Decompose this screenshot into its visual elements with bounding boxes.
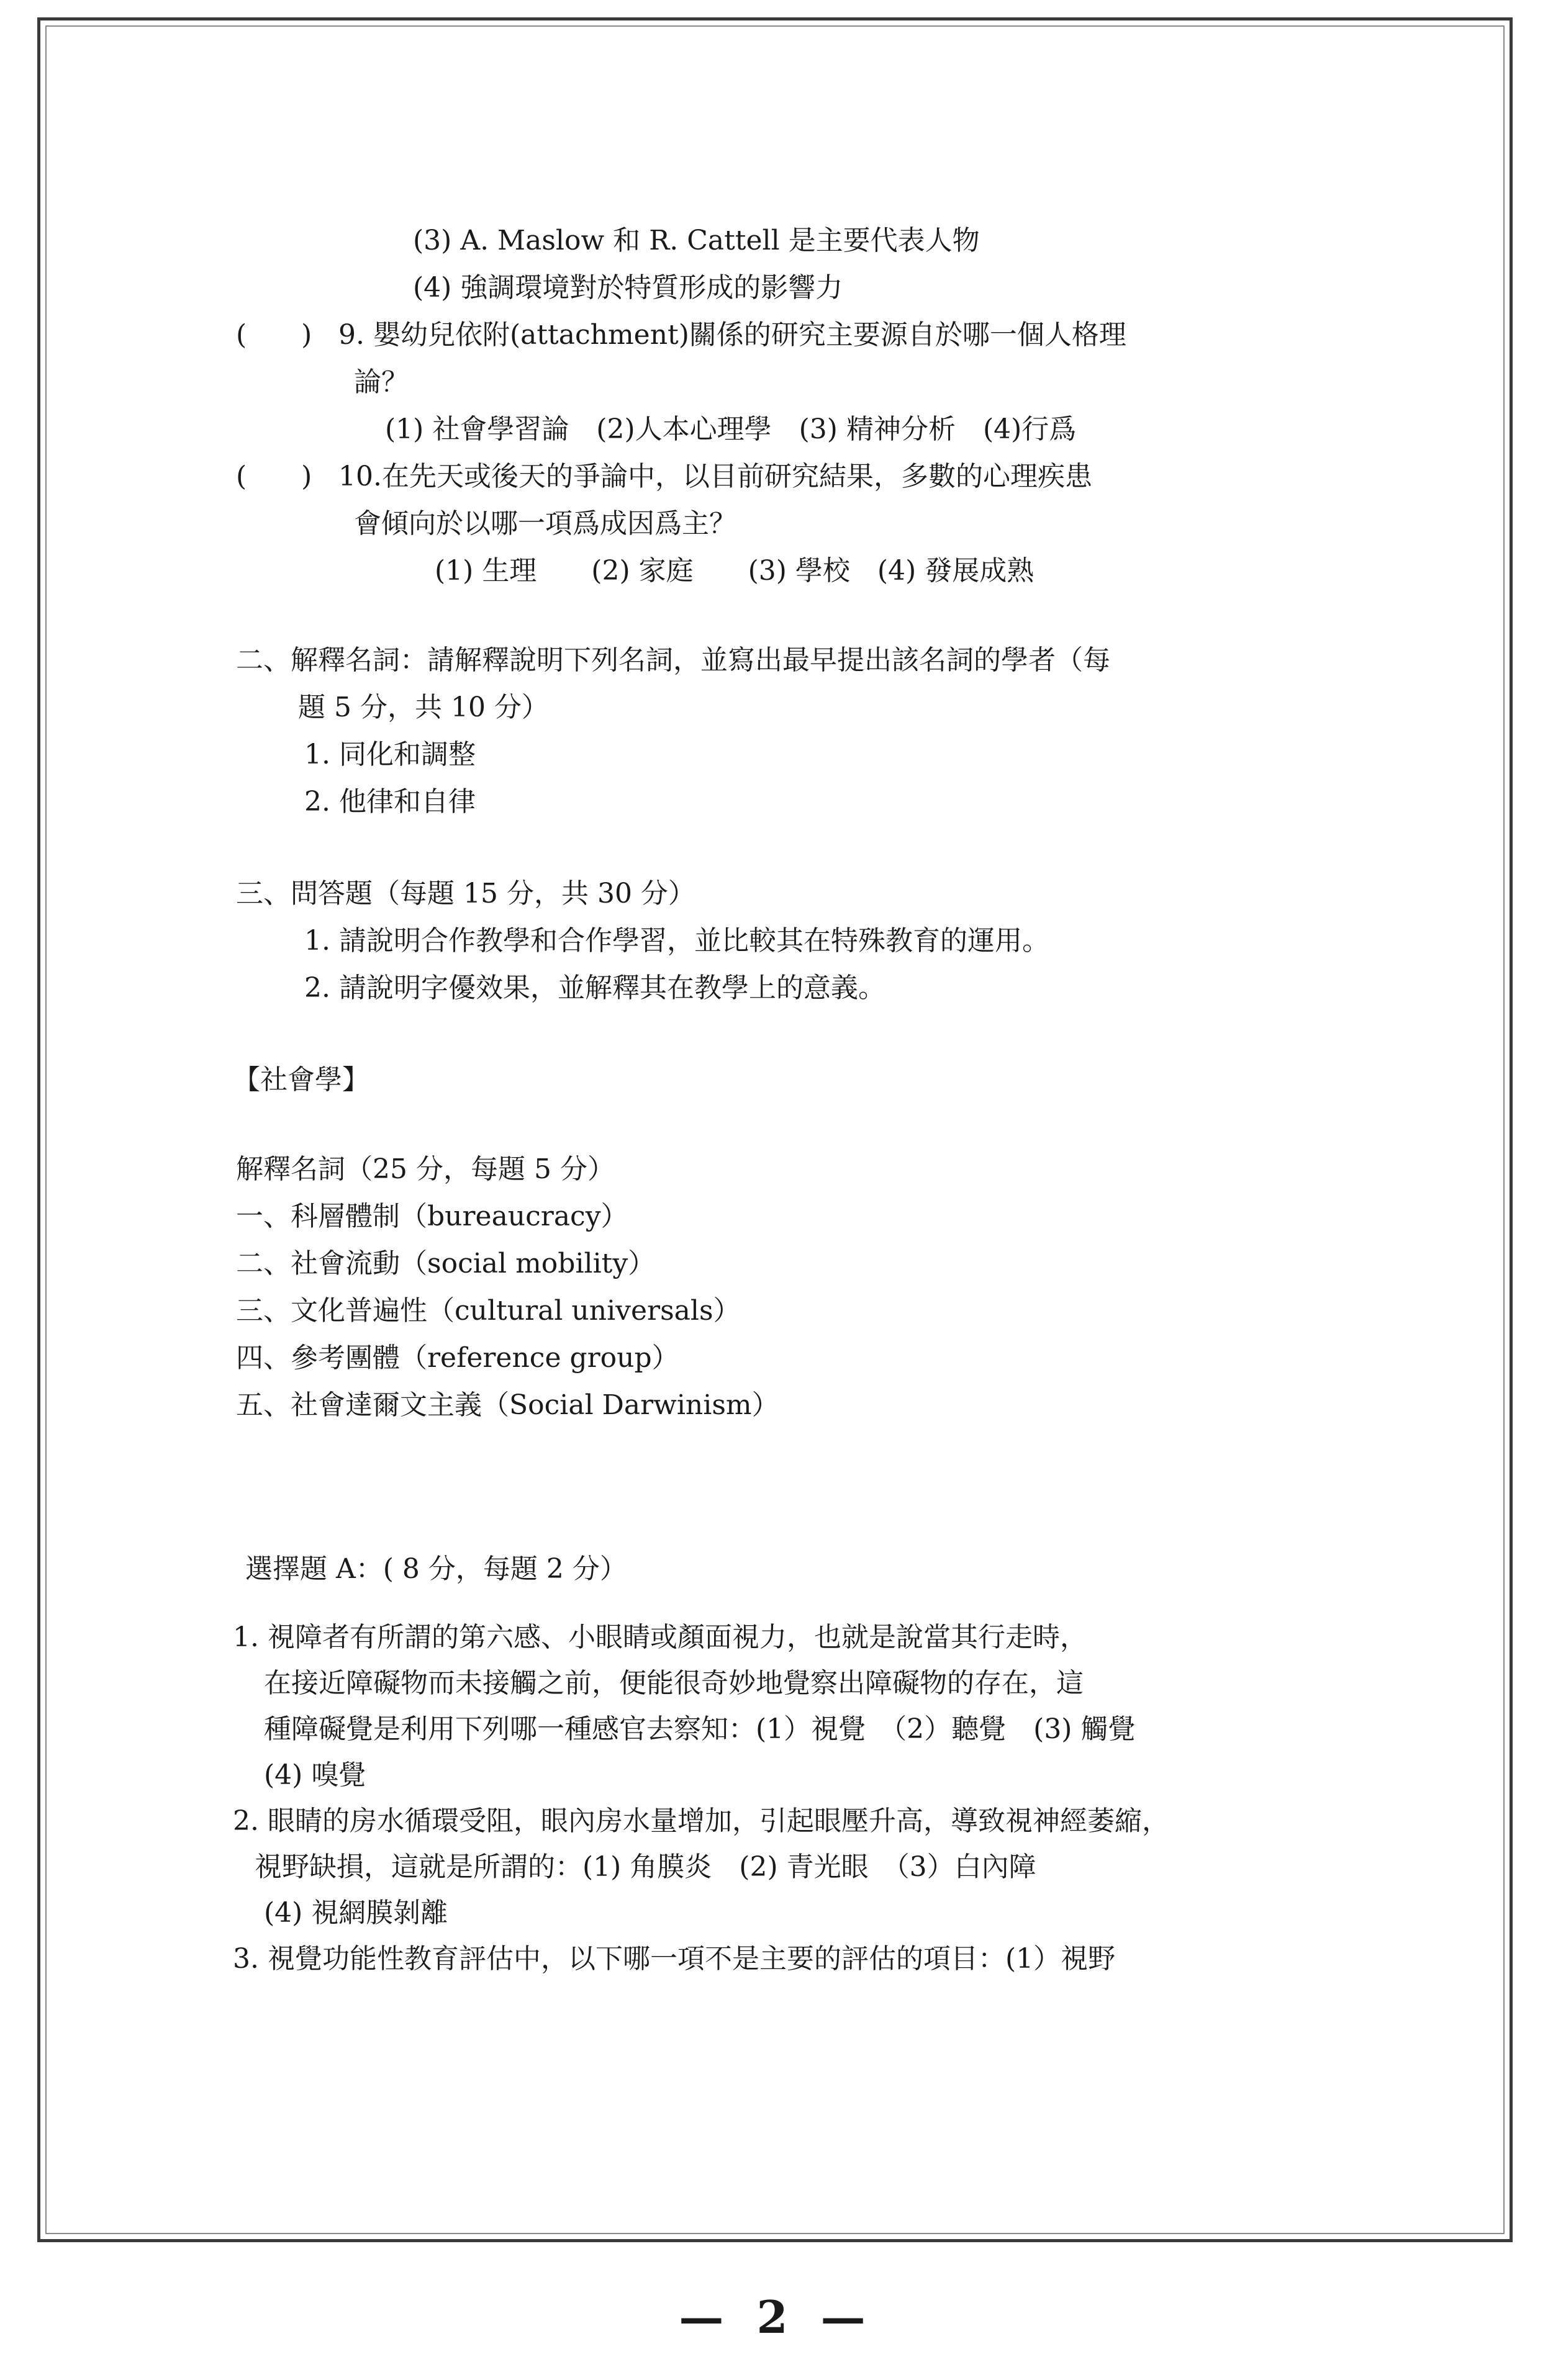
q8-option-3: (3) A. Maslow 和 R. Cattell 是主要代表人物: [413, 225, 980, 256]
q8-option-4: (4) 強調環境對於特質形成的影響力: [413, 272, 843, 304]
q9-text: 9. 嬰幼兒依附(attachment)關係的研究主要源自於哪一個人格理: [338, 319, 1126, 351]
section3-item-2: 2. 請說明字優效果，並解釋其在教學上的意義。: [304, 972, 885, 1004]
choice-a-q1-line2: 在接近障礙物而未接觸之前，便能很奇妙地覺察出障礙物的存在，這: [264, 1667, 1084, 1699]
section2-item-1: 1. 同化和調整: [304, 739, 476, 770]
choice-a-heading: 選擇題 A：( 8 分，每題 2 分）: [245, 1553, 627, 1585]
sociology-item-1: 一、科層體制（bureaucracy）: [236, 1201, 628, 1232]
q9-text-cont: 論？: [354, 366, 409, 398]
sociology-item-3: 三、文化普遍性（cultural universals）: [236, 1295, 741, 1327]
section2-item-2: 2. 他律和自律: [304, 786, 476, 818]
choice-a-q2-line2: 視野缺損，這就是所謂的：(1) 角膜炎 (2) 青光眼 （3）白內障: [255, 1851, 1036, 1883]
choice-a-q2-line1: 2. 眼睛的房水循環受阻，眼內房水量增加，引起眼壓升高，導致視神經萎縮，: [233, 1805, 1169, 1837]
section3-item-1: 1. 請說明合作教學和合作學習，並比較其在特殊教育的運用。: [304, 925, 1049, 957]
choice-a-q1-line3: 種障礙覺是利用下列哪一種感官去察知：(1）視覺 （2）聽覺 (3) 觸覺: [264, 1713, 1136, 1745]
choice-a-q3-line1: 3. 視覺功能性教育評估中，以下哪一項不是主要的評估的項目：(1）視野: [233, 1943, 1116, 1975]
section3-heading: 三、問答題（每題 15 分，共 30 分）: [236, 878, 695, 909]
answer-blank-q9: ( ): [236, 319, 312, 351]
sociology-heading: 解釋名詞（25 分，每題 5 分）: [236, 1153, 615, 1185]
q10-text-cont: 會傾向於以哪一項爲成因爲主？: [354, 508, 736, 539]
choice-a-q1-line1: 1. 視障者有所謂的第六感、小眼睛或顏面視力，也就是說當其行走時，: [233, 1621, 1087, 1653]
section2-heading-cont: 題 5 分，共 10 分）: [298, 692, 549, 723]
sociology-item-4: 四、參考團體（reference group）: [236, 1342, 679, 1374]
answer-blank-q10: ( ): [236, 461, 312, 492]
sociology-item-2: 二、社會流動（social mobility）: [236, 1248, 656, 1279]
choice-a-q1-line4: (4) 嗅覺: [264, 1759, 366, 1791]
choice-a-q2-line3: (4) 視網膜剝離: [264, 1897, 448, 1929]
sociology-title: 【社會學】: [233, 1064, 369, 1096]
sociology-item-5: 五、社會達爾文主義（Social Darwinism）: [236, 1389, 779, 1421]
q10-options: (1) 生理 (2) 家庭 (3) 學校 (4) 發展成熟: [435, 555, 1035, 587]
q9-options: (1) 社會學習論 (2)人本心理學 (3) 精神分析 (4)行爲: [385, 413, 1077, 445]
page-number: — 2 —: [679, 2291, 874, 2343]
section2-heading: 二、解釋名詞：請解釋說明下列名詞，並寫出最早提出該名詞的學者（每: [236, 644, 1110, 676]
q10-text: 10.在先天或後天的爭論中，以目前研究結果，多數的心理疾患: [338, 461, 1092, 492]
